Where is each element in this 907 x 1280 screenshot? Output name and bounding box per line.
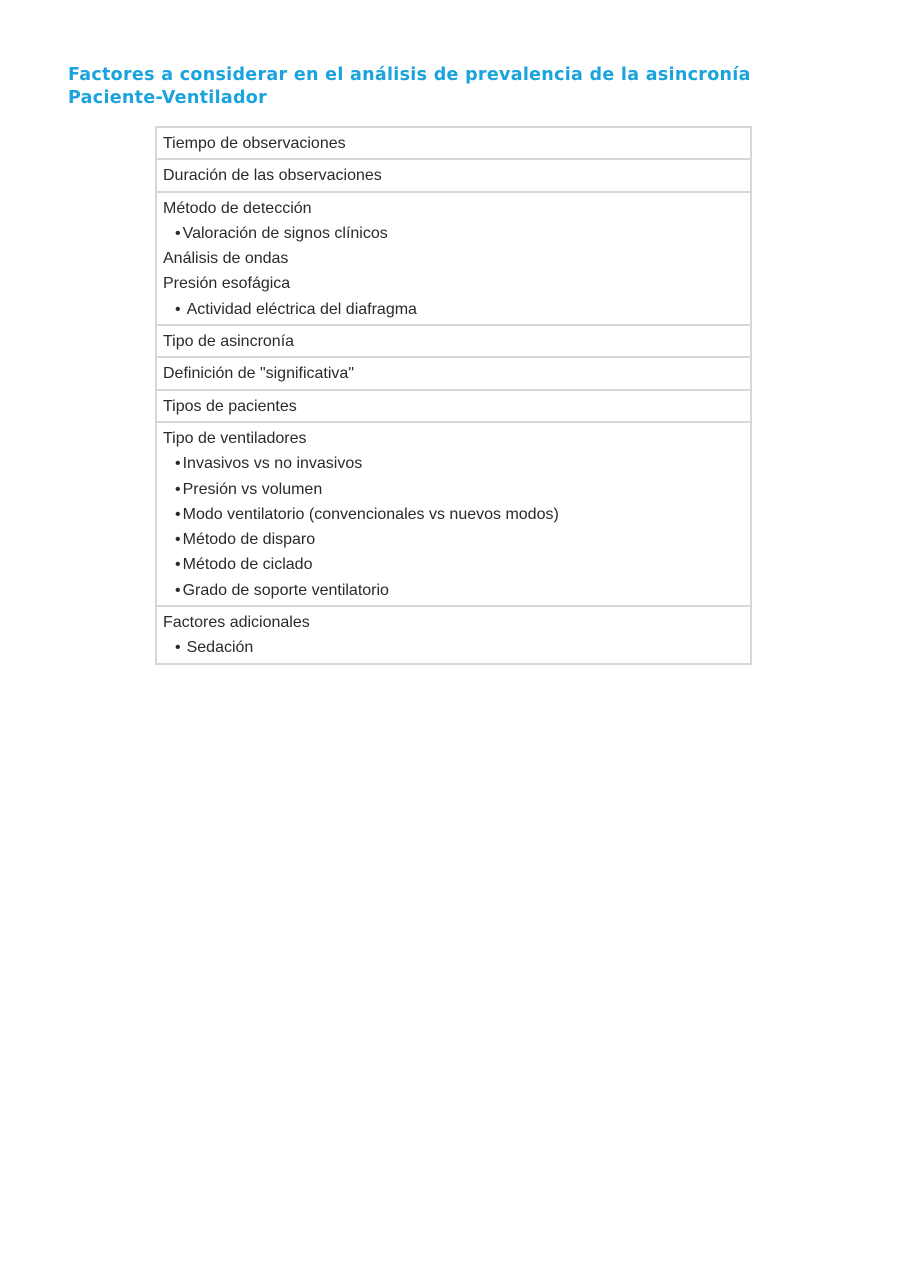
cell-text: Tipo de ventiladores: [163, 429, 307, 447]
table-cell: [156, 159, 751, 191]
cell-text: Tipos de pacientes: [163, 397, 297, 415]
cell-text: Tiempo de observaciones: [163, 135, 346, 152]
bullet-item: [163, 221, 744, 246]
bullet-text: Modo ventilatorio (convencionales vs nuevos modos): [182, 505, 559, 523]
bullet-text: Presión vs volumen: [182, 480, 323, 498]
bullet-item: [163, 552, 744, 577]
bullet-item: [163, 451, 744, 476]
bullet-icon: •: [175, 300, 181, 318]
bullet-text: Invasivos vs no invasivos: [182, 455, 363, 473]
bullet-text: Método de disparo: [182, 531, 316, 549]
bullet-icon: •: [175, 556, 181, 574]
bullet-icon: •: [175, 480, 181, 498]
bullet-icon: •: [175, 639, 181, 657]
bullet-item: [163, 502, 744, 527]
bullet-text: Grado de soporte ventilatorio: [182, 581, 389, 599]
bullet-item: [163, 635, 744, 660]
table-cell: [156, 325, 751, 357]
cell-text: Método de detección: [163, 199, 312, 217]
table-row: [156, 192, 751, 325]
table-cell: [156, 357, 751, 389]
bullet-icon: •: [175, 581, 181, 599]
table-row: [156, 159, 751, 191]
bullet-text: Valoración de signos clínicos: [182, 224, 388, 242]
bullet-item: [163, 578, 744, 603]
cell-text: Análisis de ondas: [163, 250, 289, 268]
table-cell: [156, 192, 751, 325]
cell-text: Tipo de asincronía: [163, 333, 295, 351]
table-cell: [156, 390, 751, 422]
table-row: [156, 422, 751, 606]
table-row: [156, 357, 751, 389]
bullet-text: Actividad eléctrica del diafragma: [186, 300, 417, 318]
table-cell: [156, 606, 751, 664]
bullet-icon: •: [175, 531, 181, 549]
table-row: [156, 390, 751, 422]
cell-text: Presión esofágica: [163, 275, 291, 293]
bullet-text: Sedación: [186, 639, 254, 657]
cell-text: Factores adicionales: [163, 614, 310, 632]
table-cell: [156, 422, 751, 606]
bullet-text: Método de ciclado: [182, 556, 313, 574]
factors-table: [155, 126, 752, 665]
cell-text: Duración de las observaciones: [163, 167, 382, 185]
cell-text: Definición de "significativa": [163, 365, 355, 383]
table-row: [156, 606, 751, 664]
table-row: [156, 325, 751, 357]
table-cell: [156, 127, 751, 159]
bullet-icon: •: [175, 455, 181, 473]
bullet-item: [163, 527, 744, 552]
bullet-icon: •: [175, 505, 181, 523]
page-title: Factores a considerar en el análisis de prevalencia de la asincronía Paciente-Ventilador: [68, 65, 751, 108]
table-row: [156, 127, 751, 159]
bullet-icon: •: [175, 224, 181, 242]
bullet-item: [163, 297, 744, 322]
bullet-item: [163, 477, 744, 502]
